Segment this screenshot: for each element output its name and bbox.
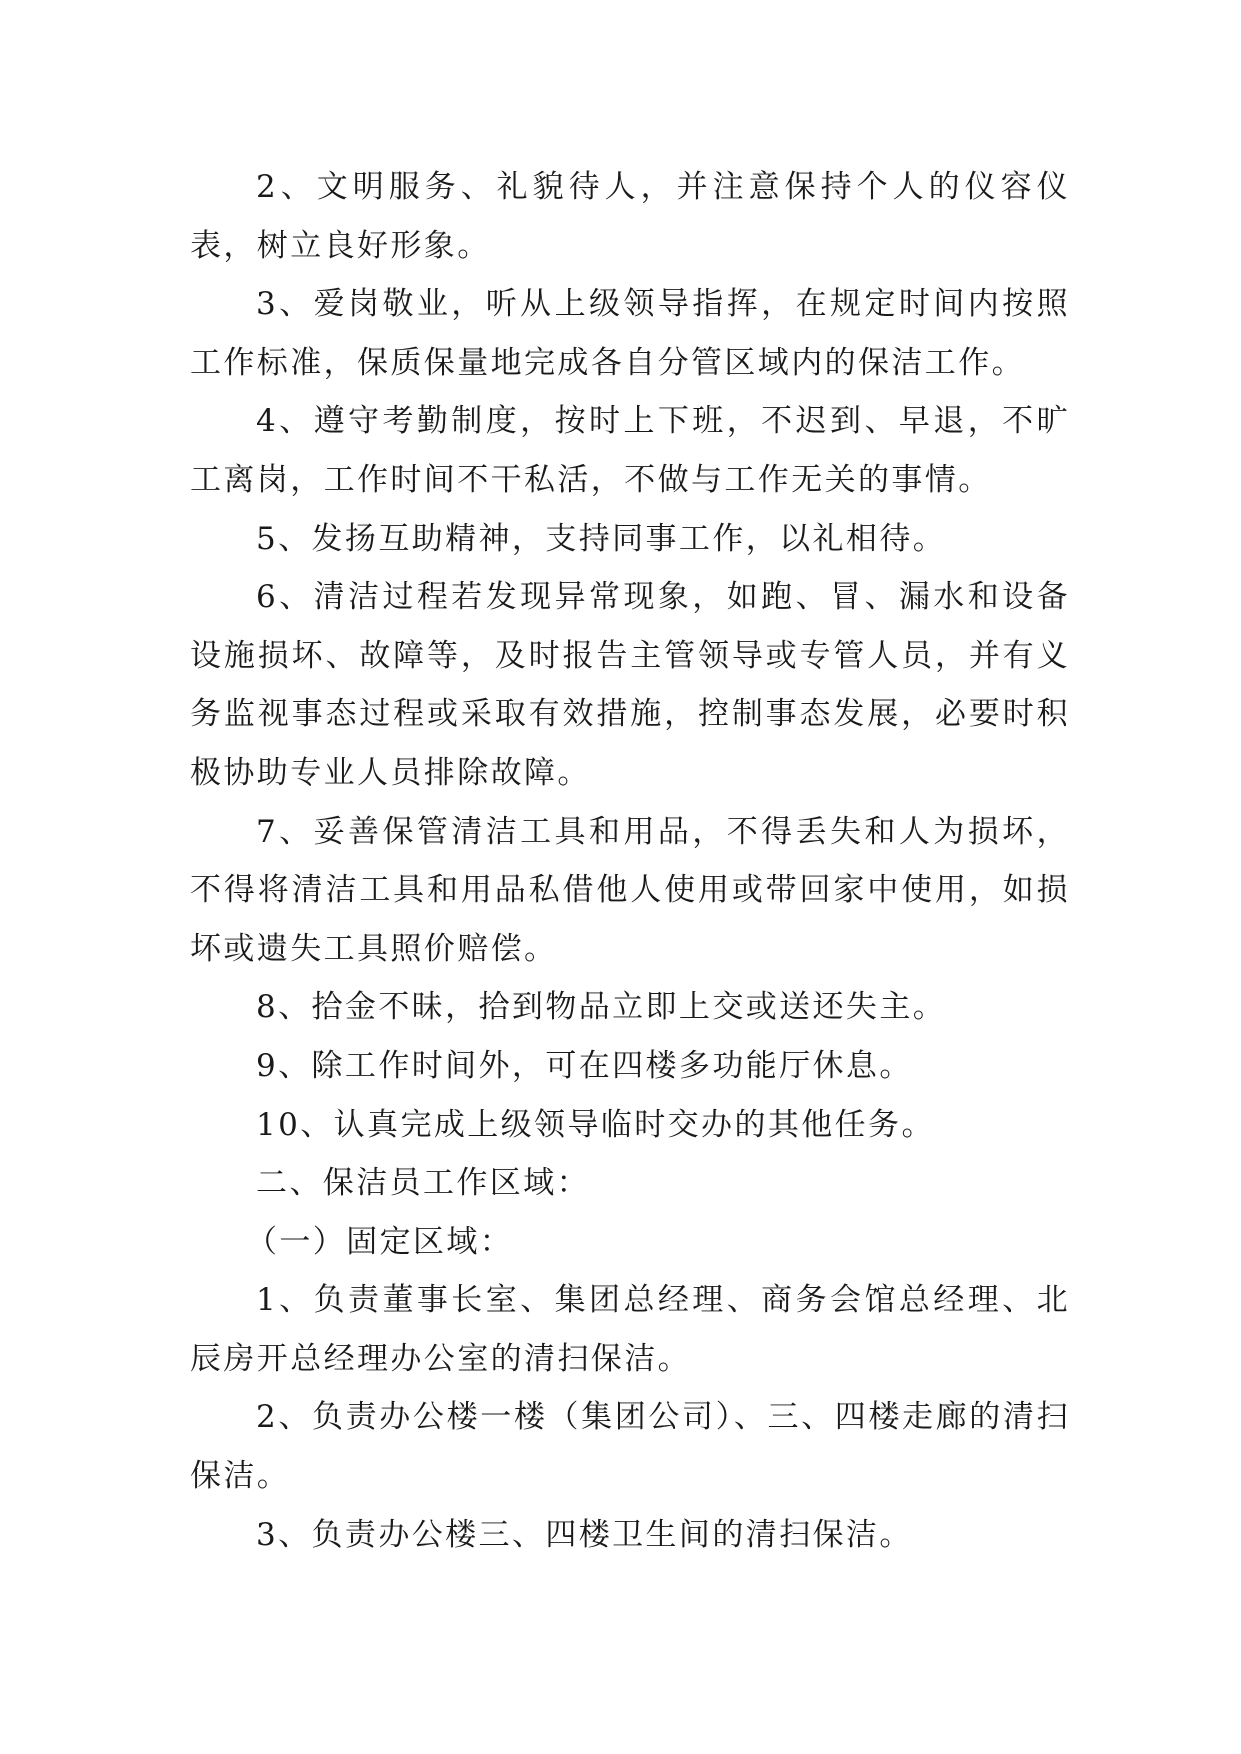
paragraph-duty-7: 7、妥善保管清洁工具和用品，不得丢失和人为损坏，不得将清洁工具和用品私借他人使用或带回家中使用，如损坏或遗失工具照价赔偿。 <box>190 813 1070 967</box>
paragraph-duty-10: 10、认真完成上级领导临时交办的其他任务。 <box>256 1106 935 1143</box>
paragraph-duty-9: 9、除工作时间外，可在四楼多功能厅休息。 <box>256 1047 913 1084</box>
paragraph-duty-4: 4、遵守考勤制度，按时上下班，不迟到、早退，不旷工离岗，工作时间不干私活，不做与工作无关的事情。 <box>190 403 1070 498</box>
paragraph-area-1: 1、负责董事长室、集团总经理、商务会馆总经理、北辰房开总经理办公室的清扫保洁。 <box>190 1282 1070 1377</box>
section-heading-work-area: 二、保洁员工作区域： <box>256 1165 590 1202</box>
paragraph-duty-2: 2、文明服务、礼貌待人，并注意保持个人的仪容仪表，树立良好形象。 <box>190 169 1070 264</box>
paragraph-duty-8: 8、拾金不昧，拾到物品立即上交或送还失主。 <box>256 989 947 1026</box>
paragraph-area-2: 2、负责办公楼一楼（集团公司）、三、四楼走廊的清扫保洁。 <box>190 1399 1070 1495</box>
paragraph-duty-6: 6、清洁过程若发现异常现象，如跑、冒、漏水和设备设施损坏、故障等，及时报告主管领导或专管人员，并有义务监视事态过程或采取有效措施，控制事态发展，必要时积极协助专业人员排除故障。 <box>190 579 1070 791</box>
document-body <box>190 158 1070 1564</box>
paragraph-duty-5: 5、发扬互助精神，支持同事工作，以礼相待。 <box>256 520 947 557</box>
subsection-heading-fixed-area: （一）固定区域： <box>246 1223 514 1260</box>
paragraph-area-3: 3、负责办公楼三、四楼卫生间的清扫保洁。 <box>256 1516 913 1553</box>
paragraph-duty-3: 3、爱岗敬业，听从上级领导指挥，在规定时间内按照工作标准，保质保量地完成各自分管区域内的保洁工作。 <box>190 286 1070 381</box>
